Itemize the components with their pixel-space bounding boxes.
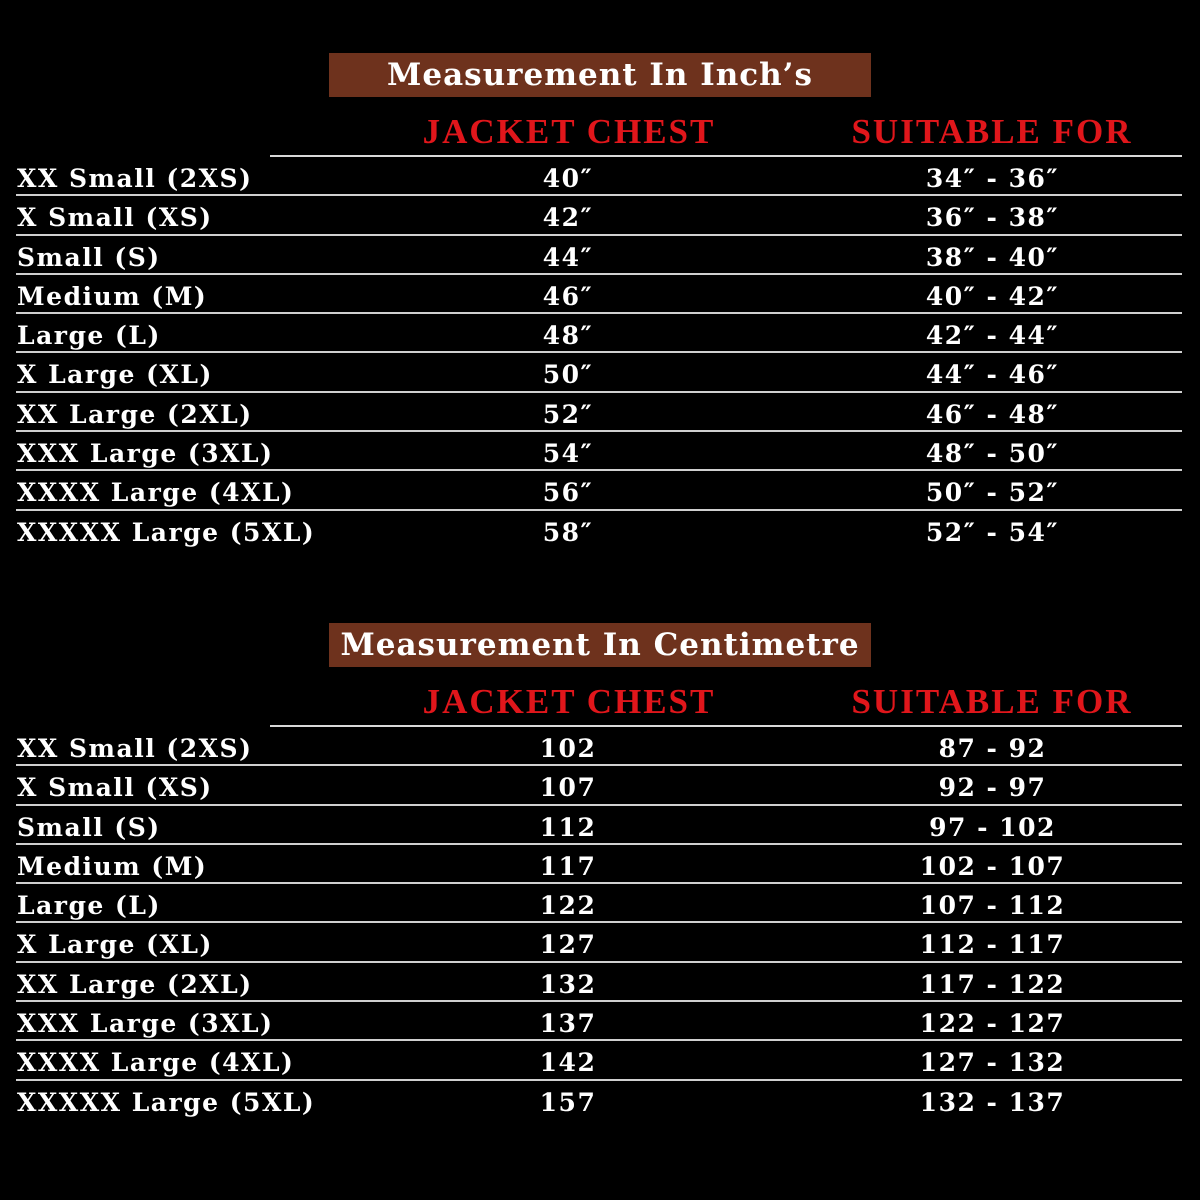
inch-header-jacket-chest: JACKET CHEST <box>422 112 716 151</box>
size-cell: Small (S) <box>17 242 161 272</box>
size-cell: Small (S) <box>17 812 161 842</box>
suitable-for-cell: 36″ - 38″ <box>925 203 1060 233</box>
size-cell: X Large (XL) <box>17 930 213 960</box>
table-row <box>0 353 1200 392</box>
size-cell: X Small (XS) <box>17 203 213 233</box>
jacket-chest-cell: 122 <box>539 891 597 921</box>
jacket-chest-cell: 44″ <box>542 242 594 272</box>
size-cell: Large (L) <box>17 891 161 921</box>
size-cell: XX Large (2XL) <box>17 399 253 429</box>
table-row <box>0 1002 1200 1041</box>
table-row <box>0 766 1200 805</box>
size-cell: XXXXX Large (5XL) <box>17 1087 316 1117</box>
jacket-chest-cell: 142 <box>539 1048 597 1078</box>
size-cell: X Small (XS) <box>17 773 213 803</box>
jacket-chest-cell: 54″ <box>542 439 594 469</box>
jacket-chest-cell: 52″ <box>542 399 594 429</box>
cm-header-jacket-chest: JACKET CHEST <box>422 682 716 721</box>
inch-table-title: Measurement In Inch’s <box>329 53 871 97</box>
table-row <box>0 393 1200 432</box>
size-cell: XXXX Large (4XL) <box>17 1048 295 1078</box>
suitable-for-cell: 46″ - 48″ <box>925 399 1060 429</box>
table-row <box>0 275 1200 314</box>
size-cell: Medium (M) <box>17 851 208 881</box>
jacket-chest-cell: 127 <box>539 930 597 960</box>
table-row <box>0 923 1200 962</box>
table-row <box>0 806 1200 845</box>
suitable-for-cell: 127 - 132 <box>919 1048 1066 1078</box>
jacket-chest-cell: 107 <box>539 773 597 803</box>
jacket-chest-cell: 46″ <box>542 281 594 311</box>
size-cell: XXX Large (3XL) <box>17 439 274 469</box>
suitable-for-cell: 92 - 97 <box>938 773 1047 803</box>
suitable-for-cell: 132 - 137 <box>919 1087 1066 1117</box>
table-row <box>0 1081 1200 1120</box>
size-cell: XXX Large (3XL) <box>17 1009 274 1039</box>
suitable-for-cell: 107 - 112 <box>919 891 1066 921</box>
suitable-for-cell: 97 - 102 <box>929 812 1056 842</box>
size-cell: Medium (M) <box>17 281 208 311</box>
size-cell: XX Small (2XS) <box>17 164 253 193</box>
table-row <box>0 884 1200 923</box>
jacket-chest-cell: 56″ <box>542 478 594 508</box>
size-cell: XXXX Large (4XL) <box>17 478 295 508</box>
table-row <box>0 511 1200 550</box>
suitable-for-cell: 102 - 107 <box>919 851 1066 881</box>
suitable-for-cell: 112 - 117 <box>919 930 1066 960</box>
inch-table-rows <box>0 157 1200 550</box>
table-row <box>0 1041 1200 1080</box>
jacket-chest-cell: 48″ <box>542 321 594 351</box>
table-row <box>0 471 1200 510</box>
suitable-for-cell: 87 - 92 <box>938 734 1047 763</box>
suitable-for-cell: 122 - 127 <box>919 1009 1066 1039</box>
jacket-chest-cell: 132 <box>539 969 597 999</box>
table-row <box>0 432 1200 471</box>
suitable-for-cell: 40″ - 42″ <box>925 281 1060 311</box>
inch-header-suitable-for: SUITABLE FOR <box>851 112 1133 151</box>
size-cell: XX Large (2XL) <box>17 969 253 999</box>
table-row <box>0 963 1200 1002</box>
suitable-for-cell: 50″ - 52″ <box>925 478 1060 508</box>
table-row <box>0 845 1200 884</box>
suitable-for-cell: 44″ - 46″ <box>925 360 1060 390</box>
table-row <box>0 236 1200 275</box>
table-row <box>0 314 1200 353</box>
cm-table-title: Measurement In Centimetre <box>329 623 871 667</box>
jacket-chest-cell: 112 <box>539 812 597 842</box>
jacket-chest-cell: 58″ <box>542 517 594 547</box>
suitable-for-cell: 42″ - 44″ <box>925 321 1060 351</box>
jacket-chest-cell: 102 <box>539 734 597 763</box>
jacket-chest-cell: 40″ <box>542 164 594 193</box>
size-cell: XXXXX Large (5XL) <box>17 517 316 547</box>
size-cell: Large (L) <box>17 321 161 351</box>
cm-header-suitable-for: SUITABLE FOR <box>851 682 1133 721</box>
suitable-for-cell: 38″ - 40″ <box>925 242 1060 272</box>
cm-table-rows <box>0 727 1200 1120</box>
table-row <box>0 727 1200 766</box>
jacket-chest-cell: 137 <box>539 1009 597 1039</box>
jacket-chest-cell: 157 <box>539 1087 597 1117</box>
suitable-for-cell: 34″ - 36″ <box>925 164 1060 193</box>
suitable-for-cell: 48″ - 50″ <box>925 439 1060 469</box>
jacket-chest-cell: 50″ <box>542 360 594 390</box>
size-cell: X Large (XL) <box>17 360 213 390</box>
suitable-for-cell: 117 - 122 <box>919 969 1066 999</box>
table-row <box>0 157 1200 196</box>
jacket-chest-cell: 42″ <box>542 203 594 233</box>
jacket-chest-cell: 117 <box>539 851 597 881</box>
suitable-for-cell: 52″ - 54″ <box>925 517 1060 547</box>
table-row <box>0 196 1200 235</box>
size-cell: XX Small (2XS) <box>17 734 253 763</box>
